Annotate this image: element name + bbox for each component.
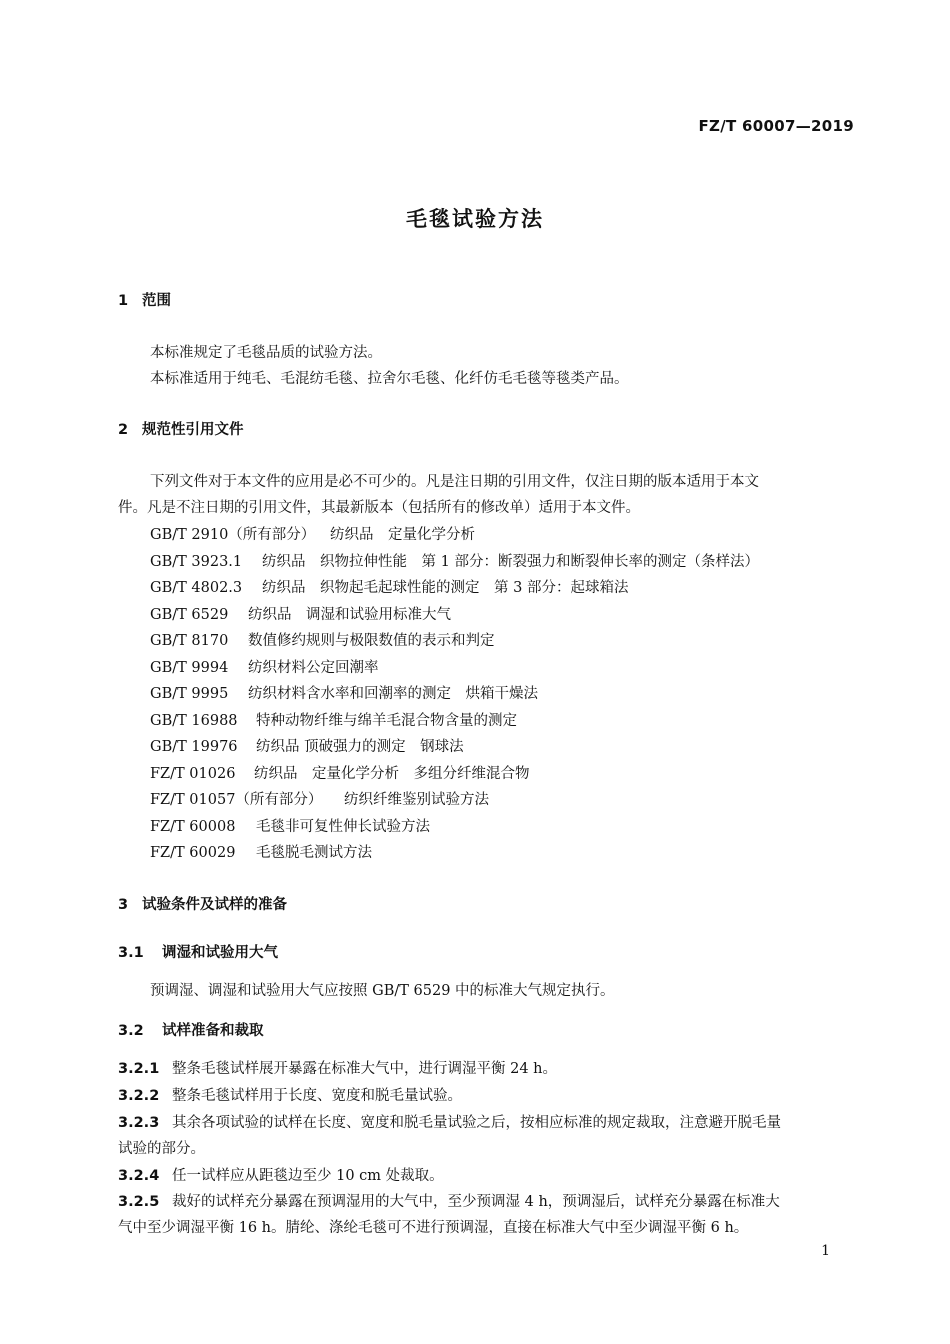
clause-number: 3.2.4 <box>118 1168 160 1184</box>
document-title: 毛毯试验方法 <box>406 207 544 231</box>
subsection-3-2-heading <box>118 1019 264 1040</box>
reference-title: 纺织品 织物拉伸性能 第 1 部分：断裂强力和断裂伸长率的测定（条样法） <box>262 554 759 570</box>
reference-title: 特种动物纤维与绵羊毛混合物含量的测定 <box>256 713 517 729</box>
clause-continuation: 气中至少调湿平衡 16 h。腈纶、涤纶毛毯可不进行预调湿，直接在标准大气中至少调湿平衡 6 h。 <box>118 1220 749 1236</box>
clause-number: 3.2.2 <box>118 1088 160 1104</box>
reference-item <box>150 815 430 836</box>
intro-line: 件。凡是不注日期的引用文件，其最新版本（包括所有的修改单）适用于本文件。 <box>118 500 640 516</box>
reference-item <box>150 576 628 597</box>
intro-line: 下列文件对于本文件的应用是必不可少的。凡是注日期的引用文件，仅注日期的版本适用于本文 <box>150 474 759 490</box>
reference-title: 纺织品 织物起毛起球性能的测定 第 3 部分：起球箱法 <box>262 580 629 596</box>
section-2-heading <box>118 418 244 439</box>
section-number: 1 <box>118 293 129 309</box>
reference-item <box>150 550 759 571</box>
reference-title: 纺织品 调湿和试验用标准大气 <box>248 607 451 623</box>
clause-3-2-4 <box>118 1164 444 1185</box>
reference-code: GB/T 3923.1 <box>150 554 243 570</box>
reference-item <box>150 523 475 544</box>
reference-title: 纺织品 定量化学分析 多组分纤维混合物 <box>254 766 530 782</box>
reference-item <box>150 788 489 809</box>
reference-code: FZ/T 01026 <box>150 766 236 782</box>
clause-number: 3.2.3 <box>118 1115 160 1131</box>
clause-continuation: 试验的部分。 <box>118 1141 205 1157</box>
clause-text: 整条毛毯试样用于长度、宽度和脱毛量试验。 <box>172 1088 462 1104</box>
paragraph: 本标准规定了毛毯品质的试验方法。 <box>150 345 382 361</box>
clause-text: 裁好的试样充分暴露在预调湿用的大气中，至少预调湿 4 h，预调湿后，试样充分暴露在标准大 <box>172 1194 780 1210</box>
paragraph: 预调湿、调湿和试验用大气应按照 GB/T 6529 中的标准大气规定执行。 <box>150 983 615 999</box>
reference-item <box>150 709 517 730</box>
clause-text: 其余各项试验的试样在长度、宽度和脱毛量试验之后，按相应标准的规定裁取，注意避开脱毛量 <box>172 1115 781 1131</box>
reference-title: 纺织材料含水率和回潮率的测定 烘箱干燥法 <box>248 686 538 702</box>
reference-code: GB/T 6529 <box>150 607 229 623</box>
reference-item <box>150 603 451 624</box>
reference-code: GB/T 4802.3 <box>150 580 243 596</box>
paragraph: 本标准适用于纯毛、毛混纺毛毯、拉舍尔毛毯、化纤仿毛毛毯等毯类产品。 <box>150 371 629 387</box>
reference-title: 毛毯非可复性伸长试验方法 <box>256 819 430 835</box>
subsection-3-1-heading <box>118 941 278 962</box>
reference-title: 纺织品 定量化学分析 <box>330 527 475 543</box>
reference-item <box>150 656 379 677</box>
clause-number: 3.2.5 <box>118 1194 160 1210</box>
section-title: 试验条件及试样的准备 <box>142 897 287 913</box>
reference-title: 数值修约规则与极限数值的表示和判定 <box>248 633 495 649</box>
section-3-heading <box>118 893 287 914</box>
reference-item <box>150 762 530 783</box>
reference-item <box>150 682 538 703</box>
subsection-number: 3.2 <box>118 1023 144 1039</box>
reference-code: GB/T 9995 <box>150 686 229 702</box>
reference-code: GB/T 19976 <box>150 739 238 755</box>
clause-3-2-5 <box>118 1190 780 1211</box>
reference-item <box>150 735 464 756</box>
clause-3-2-1 <box>118 1057 557 1078</box>
clause-number: 3.2.1 <box>118 1061 160 1077</box>
subsection-title: 调湿和试验用大气 <box>162 945 278 961</box>
reference-code: GB/T 9994 <box>150 660 229 676</box>
reference-item <box>150 629 495 650</box>
section-title: 范围 <box>142 293 171 309</box>
clause-3-2-2 <box>118 1084 462 1105</box>
section-number: 3 <box>118 897 129 913</box>
subsection-title: 试样准备和裁取 <box>162 1023 264 1039</box>
clause-text: 整条毛毯试样展开暴露在标准大气中，进行调湿平衡 24 h。 <box>172 1061 558 1077</box>
page-number: 1 <box>821 1243 830 1259</box>
section-1-heading <box>118 289 171 310</box>
standard-code: FZ/T 60007—2019 <box>698 117 854 135</box>
section-title: 规范性引用文件 <box>142 422 244 438</box>
reference-code: GB/T 8170 <box>150 633 229 649</box>
clause-3-2-3 <box>118 1111 781 1132</box>
reference-item <box>150 841 372 862</box>
reference-title: 纺织品 顶破强力的测定 钢球法 <box>256 739 464 755</box>
subsection-number: 3.1 <box>118 945 144 961</box>
reference-title: 纺织纤维鉴别试验方法 <box>344 792 489 808</box>
clause-text: 任一试样应从距毯边至少 10 cm 处裁取。 <box>172 1168 444 1184</box>
reference-title: 毛毯脱毛测试方法 <box>256 845 372 861</box>
reference-code: FZ/T 60029 <box>150 845 236 861</box>
reference-code: GB/T 16988 <box>150 713 238 729</box>
reference-code: GB/T 2910（所有部分） <box>150 527 316 543</box>
reference-code: FZ/T 01057（所有部分） <box>150 792 323 808</box>
reference-code: FZ/T 60008 <box>150 819 236 835</box>
section-number: 2 <box>118 422 129 438</box>
reference-title: 纺织材料公定回潮率 <box>248 660 379 676</box>
